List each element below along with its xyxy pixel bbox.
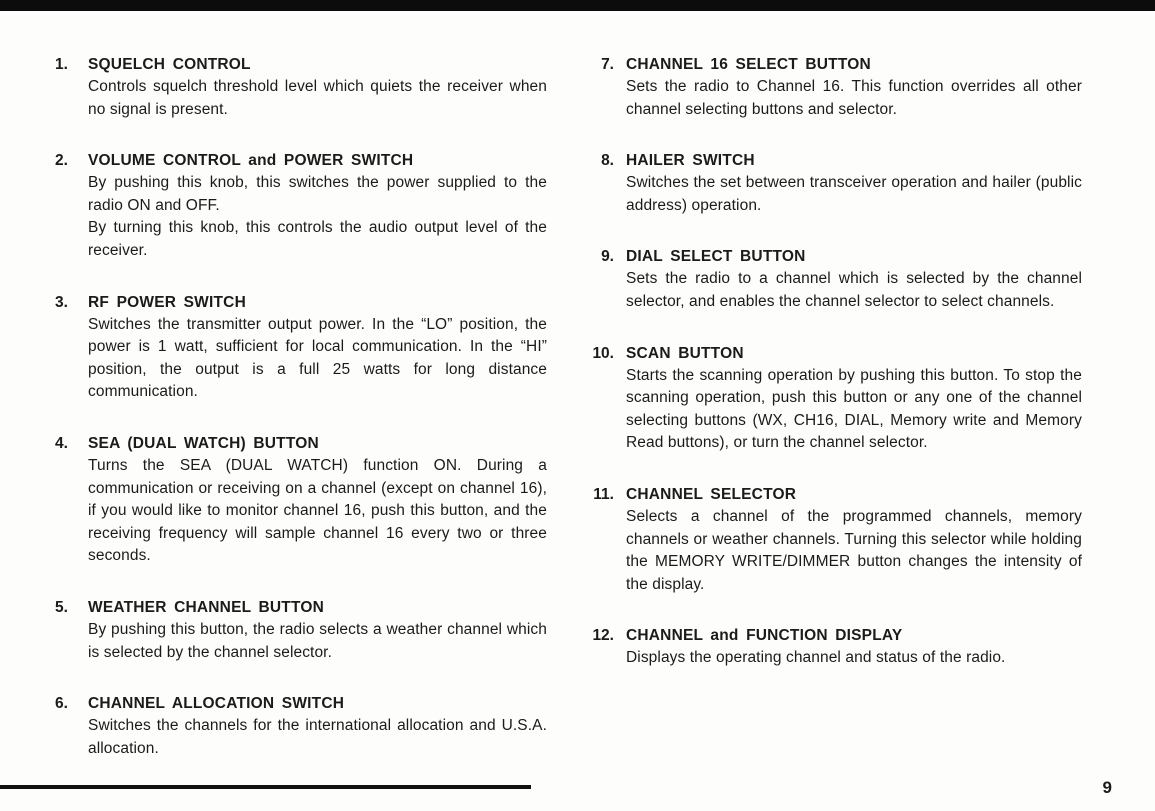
item-number: 2. (55, 152, 68, 170)
item-content (88, 149, 547, 262)
item-paragraph: Sets the radio to Channel 16. This function overrides all other channel selecting buttons and selector. (626, 78, 1082, 118)
scan-artifact-top-bar (0, 0, 1155, 11)
item-title: RF POWER SWITCH (88, 293, 246, 311)
item-content (626, 149, 1082, 217)
item-paragraph: Selects a channel of the programmed channels, memory channels or weather channels. Turning this selector while holding the MEMORY WRITE/DIMMER button changes the intensity of the display. (626, 507, 1082, 593)
item-title: SEA (DUAL WATCH) BUTTON (88, 434, 319, 452)
manual-item (592, 149, 1082, 217)
manual-item (55, 149, 547, 262)
item-title: WEATHER CHANNEL BUTTON (88, 598, 325, 616)
manual-item (55, 291, 547, 404)
item-title: CHANNEL 16 SELECT BUTTON (626, 56, 871, 73)
item-number: 7. (601, 56, 614, 73)
item-paragraph: Switches the transmitter output power. In the “LO” position, the power is 1 watt, sufficient for local communication. In the “HI” position, the output is a full 25 watts for long distance communication. (88, 315, 547, 401)
manual-item (592, 245, 1082, 313)
item-content (88, 432, 547, 568)
item-content (626, 245, 1082, 313)
item-content (626, 624, 1082, 670)
item-title: SCAN BUTTON (626, 344, 744, 362)
item-content (88, 291, 547, 404)
item-content (88, 596, 547, 664)
manual-item (55, 53, 547, 121)
page-number: 9 (1102, 778, 1112, 797)
item-paragraph: By pushing this knob, this switches the power supplied to the radio ON and OFF. (88, 174, 547, 214)
item-number: 4. (55, 434, 68, 452)
left-column (55, 53, 547, 788)
item-title: SQUELCH CONTROL (88, 56, 251, 73)
item-title: CHANNEL SELECTOR (626, 485, 797, 503)
manual-item (55, 692, 547, 760)
manual-item (55, 596, 547, 664)
item-paragraph: Switches the channels for the international allocation and U.S.A. allocation. (88, 717, 547, 757)
item-number: 10. (592, 344, 614, 362)
item-content (626, 342, 1082, 455)
item-title: DIAL SELECT BUTTON (626, 248, 806, 266)
manual-item (592, 483, 1082, 596)
item-title: CHANNEL ALLOCATION SWITCH (88, 695, 345, 713)
item-content (88, 692, 547, 760)
manual-item (55, 432, 547, 568)
item-title: CHANNEL and FUNCTION DISPLAY (626, 627, 903, 645)
manual-item (592, 53, 1082, 121)
item-number: 6. (55, 695, 68, 713)
item-paragraph: By pushing this button, the radio selects a weather channel which is selected by the channel selector. (88, 620, 547, 661)
item-number: 9. (601, 248, 614, 266)
item-number: 1. (55, 56, 68, 73)
item-number: 3. (55, 293, 68, 311)
manual-item (592, 624, 1082, 670)
manual-item (592, 342, 1082, 455)
item-content (88, 53, 547, 121)
item-paragraph: Switches the set between transceiver operation and hailer (public address) operation. (626, 174, 1082, 214)
item-content (626, 483, 1082, 596)
item-paragraph: Turns the SEA (DUAL WATCH) function ON. During a communication or receiving on a channel (except on channel 16), if you would like to monitor channel 16, push this button, and the receiving frequency will sample channel 16 every two or three seconds. (88, 456, 547, 565)
item-title: VOLUME CONTROL and POWER SWITCH (88, 152, 414, 170)
scan-artifact-bottom-line (0, 785, 531, 789)
item-number: 5. (55, 598, 68, 616)
item-content (626, 53, 1082, 121)
item-paragraph: By turning this knob, this controls the audio output level of the receiver. (88, 219, 547, 259)
item-number: 11. (593, 485, 614, 503)
item-paragraph: Controls squelch threshold level which quiets the receiver when no signal is present. (88, 78, 547, 118)
item-number: 12. (592, 627, 614, 645)
item-number: 8. (601, 152, 614, 170)
item-paragraph: Starts the scanning operation by pushing this button. To stop the scanning operation, push this button or any one of the channel selecting buttons (WX, CH16, DIAL, Memory write and Memory Read buttons), or turn the channel selector. (626, 366, 1082, 452)
right-column (592, 53, 1082, 788)
item-paragraph: Sets the radio to a channel which is selected by the channel selector, and enables the channel selector to select channels. (626, 270, 1082, 310)
item-title: HAILER SWITCH (626, 152, 755, 170)
item-paragraph: Displays the operating channel and status of the radio. (626, 649, 1006, 667)
